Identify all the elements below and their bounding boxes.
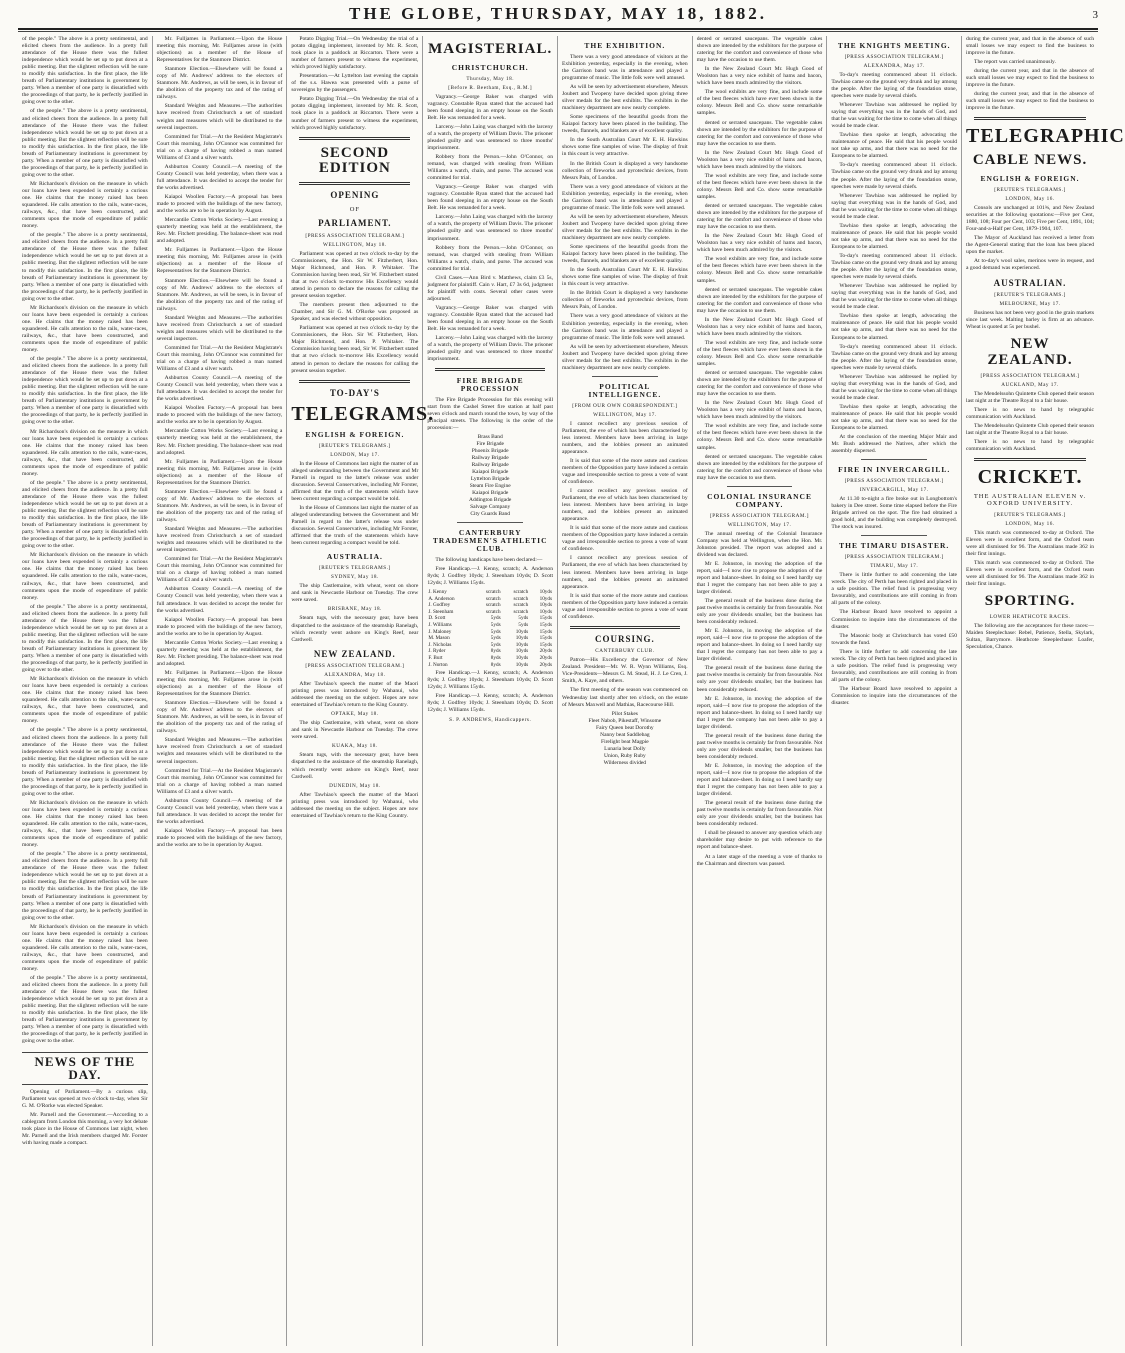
dateline: TIMARU, May 17. bbox=[870, 563, 919, 570]
section-rule bbox=[974, 458, 1086, 461]
news-item: Mercantile Cotton Works Society.—Last evening a quarterly meeting was held at the establishment, the Rev. Mr. Fitchett presiding. The balance-sheet was read and adopted. bbox=[156, 217, 283, 245]
english-foreign-heading: ENGLISH & FOREIGN. bbox=[305, 430, 405, 440]
article-text: of the people." The above is a pretty sentimental, and elicited cheers from the audience. In a pretty full attendance of the House there was the fullest independence which would be set up to put down at a public meeting. But the slightest reflection will be sure to modify this satisfaction. In the first place, the life breath of Parliamentary institutions is government by party. When a member of one party is dissatisfied with the proceedings of that party, he is perfectly justified in going over to the other. bbox=[22, 727, 148, 797]
article-text: The Mayor of Auckland has received a letter from the Agent-General stating that the loan has been placed upon the market. bbox=[966, 235, 1095, 256]
column-5 bbox=[558, 36, 693, 1346]
article-text: There is little further to add concerning the late wreck. The city of Perth has been righted and placed in a safe position. The relief fund is progressing very favourably, and contributions are still coming in from all parts of the colony. bbox=[831, 572, 958, 607]
section-rule bbox=[974, 117, 1086, 120]
cricket-heading: CRICKET. bbox=[977, 465, 1083, 488]
article-text: Steam tugs, with the necessary gear, have been dispatched to the assistance of the steamship Ranelagh, which recently went ashore on King's Reef, near Cardwell. bbox=[291, 752, 419, 780]
article-text: Mr Richardson's division on the measure in which our loans have been expended is certainly a curious one. He claims that the money raised has been squandered. He calls attention to the rails, water-races, railways, &c., that have been constructed, and comments upon the mode of expenditure of public money. bbox=[22, 552, 148, 601]
source-line: [REUTER'S TELEGRAMS.] bbox=[994, 187, 1066, 194]
article-text: Mr E. Johnston, in moving the adoption of the report, said—I now rise to propose the adoption of the report and balance-sheet. In doing so I need hardly say that I regret the company has not been able to pay a larger dividend. bbox=[696, 695, 823, 730]
news-item: Standard Weights and Measures.—The authorities have received from Christchurch a set of standard weights and measures which will be distributed to the several inspectors. bbox=[156, 314, 283, 342]
news-item: Kaiapoi Woollen Factory.—A proposal has been made to proceed with the buildings of the new factory, and the works are to be in operation by August. bbox=[156, 616, 283, 637]
source-line: [PRESS ASSOCIATION TELEGRAM.] bbox=[305, 663, 405, 670]
article-text: To-day's meeting commenced about 11 o'clock. Tawhiao came on the ground very drunk and lay among the people. After the laying of the foundation stone, speeches were made by several chiefs. bbox=[831, 71, 958, 100]
article-text: during the current year, and that in the absence of such small losses we may expect to find the business to improve in the future. bbox=[966, 91, 1095, 112]
article-text: of the people." The above is a pretty sentimental, and elicited cheers from the audience. In a pretty full attendance of the House there was the fullest independence which would be set up to put down at a public meeting. But the slightest reflection will be sure to modify this satisfaction. In the first place, the life breath of Parliamentary institutions is government by party. When a member of one party is dissatisfied with the proceedings of that party, he is perfectly justified in going over to the other. bbox=[22, 975, 148, 1045]
article-text: Tawhiao then spoke at length, advocating the maintenance of peace. He said that his people would not take up arms, and that there was no need for the Europeans to be alarmed. bbox=[831, 403, 958, 432]
article-text: during the current year, and that in the absence of such small losses we may expect to find the business to improve in the future. bbox=[966, 36, 1095, 57]
article-text: The following are the acceptances for these races:—Maiden Steeplechase: Rebel, Patience, Stella, Skylark, Sultan, Barrymore. Heathcote Steeplechase: Loafer, Speculation, Chance. bbox=[966, 622, 1095, 650]
magisterial-heading: MAGISTERIAL. bbox=[428, 41, 553, 57]
results-list bbox=[562, 711, 688, 767]
court-case: Vagrancy.—George Baker was charged with vagrancy. Constable Ryan stated that the accused had been found sleeping in an empty house on the South Belt. He was remanded for a week. bbox=[427, 93, 554, 121]
column-4 bbox=[423, 36, 558, 1346]
procession-item: Addington Brigade bbox=[469, 497, 512, 504]
fire-invercargill-heading: FIRE IN INVERCARGILL. bbox=[838, 465, 951, 475]
dateline: ALEXANDRA, May 18. bbox=[324, 672, 386, 679]
article-text: Whenever Tawhiao was addressed he replied by saying that everything was in the hands of God, and that he was waiting for the time to come when all things would be made clear. bbox=[831, 373, 958, 401]
article-text: of the people." The above is a pretty sentimental, and elicited cheers from the audience. In a pretty full attendance of the House there was the fullest independence which would be set up to put down at a public meeting. But the slightest reflection will be sure to modify this satisfaction. In the first place, the life breath of Parliamentary institutions is government by party. When a member of one party is dissatisfied with the proceedings of that party, he is perfectly justified in going over to the other. bbox=[22, 356, 148, 426]
procession-list bbox=[427, 434, 553, 518]
table-row: J. Kenny scratch scratch 10yds bbox=[428, 589, 553, 596]
column-1 bbox=[18, 36, 153, 1346]
news-item: Committed for Trial.—At the Resident Magistrate's Court this morning, John O'Connor was committed for trial on a charge of having robbed a man named Williams of £3 and a silver watch. bbox=[156, 556, 283, 584]
news-item: Mr. Fulljames in Parliament.—Upon the House meeting this morning, Mr. Fulljames arose in (with objections) as a member of the House of Representatives for the Stanmore District. bbox=[156, 247, 283, 275]
column-6 bbox=[693, 36, 828, 1346]
article-text: After Tawhiao's speech the matter of the Maori printing press was introduced by Wahanui, who addressed the meeting on the subject. Hopes are now entertained of Tawhiao's return to the King Country. bbox=[291, 681, 419, 709]
article-text: I cannot recollect any previous session of Parliament, the eve of which has been characterised by less interest. Members have been arriving in large numbers, and the lobbies present an animated appearance. bbox=[562, 555, 688, 590]
article-text: The first meeting of the season was commenced on Wednesday last shortly after ten o'clock, on the estate of Messrs Maxwell and Mathias, Racecourse Hill. bbox=[562, 687, 688, 708]
news-item: Committed for Trial.—At the Resident Magistrate's Court this morning, John O'Connor was committed for trial on a charge of having robbed a man named Williams of £3 and a silver watch. bbox=[156, 344, 283, 373]
timaru-disaster-heading: THE TIMARU DISASTER. bbox=[839, 541, 950, 551]
news-item: Stanmore Election.—Elsewhere will be found a copy of Mr. Andrews' address to the electors of Stanmore. Mr. Andrews, as will be seen, is in favour of the abolition of the property tax and of the rating of railways. bbox=[156, 488, 283, 523]
news-item: Opening of Parliament.—By a curious slip, Parliament was opened at two o'clock to-day, when Sir G. M. O'Rorke was elected Speaker. bbox=[22, 1088, 148, 1109]
article-text: As will be seen by advertisement elsewhere, Messrs Joubert and Twopeny have decided upon giving three silver medals for the best exhibits. The exhibits in the machinery department are now nearly complete. bbox=[562, 84, 688, 112]
article-text: In the House of Commons last night the matter of an alleged understanding between the Government and Mr Parnell in regard to the latter's release was under discussion. Several Conservatives, including Mr Forster, affirmed that the truth of the statements which have been current regarding a compact would be told. bbox=[291, 505, 419, 547]
political-intelligence-heading: POLITICAL INTELLIGENCE. bbox=[588, 381, 662, 399]
article-text: In the British Court is displayed a very handsome collection of fireworks and pyrotechnic devices, from Messrs Pain, of London. bbox=[562, 160, 688, 181]
result-item: Nanny beat Saddlebag bbox=[600, 731, 650, 738]
parliament-heading: PARLIAMENT. bbox=[318, 218, 392, 229]
article-text: Mr Richardson's division on the measure in which our loans have been expended is certainly a curious one. He claims that the money raised has been squandered. He calls attention to the rails, water-races, railways, &c., that have been constructed, and comments upon the mode of expenditure of public money. bbox=[22, 180, 148, 230]
races-subheading: LOWER HEATHCOTE RACES. bbox=[989, 613, 1071, 620]
table-row: J. Nicholas 5yds 10yds 15yds bbox=[428, 641, 553, 648]
news-item: Kaiapoi Woollen Factory.—A proposal has been made to proceed with the buildings of the new factory, and the works are to be in operation by August. bbox=[156, 827, 283, 849]
dateline: KUAKA, May 18. bbox=[332, 743, 378, 750]
article-text: of the people." The above is a pretty sentimental, and elicited cheers from the audience. In a pretty full attendance of the House there was the fullest independence which would be set up to put down at a public meeting. But the slightest reflection will be sure to modify this satisfaction. In the first place, the life breath of Parliamentary institutions is government by party. When a member of one party is dissatisfied with the proceedings of that party, he is perfectly justified in going over to the other. bbox=[22, 232, 148, 302]
news-item: Standard Weights and Measures.—The authorities have received from Christchurch a set of standard weights and measures which will be distributed to the several inspectors. bbox=[156, 526, 283, 554]
section-rule bbox=[299, 137, 410, 140]
article-text: To-day's meeting commenced about 11 o'clock. Tawhiao came on the ground very drunk and lay among the people. After the laying of the foundation stone, speeches were made by several chiefs. bbox=[831, 162, 958, 190]
article-text: of the people." The above is a pretty sentimental, and elicited cheers from the audience. In a pretty full attendance of the House there was the fullest independence which would be set up to put down at a public meeting. But the slightest reflection will be sure to modify this satisfaction. In the first place, the life breath of Parliamentary institutions is government by party. When a member of one party is dissatisfied with the proceedings of that party, he is perfectly justified in going over to the other. bbox=[22, 851, 148, 921]
article-text: As will be seen by advertisement elsewhere, Messrs Joubert and Twopeny have decided upon giving three silver medals for the best exhibits. The exhibits in the machinery department are now nearly complete. bbox=[562, 343, 688, 371]
court-case: Vagrancy.—George Baker was charged with vagrancy. Constable Ryan stated that the accused had been found sleeping in an empty house on the South Belt. He was remanded for a week. bbox=[427, 184, 554, 212]
news-item: Presentation.—At Lyttelton last evening the captain of the s.s. Hawea was presented with a purse of sovereigns by the passengers. bbox=[291, 73, 419, 94]
table-row: A. Anderson scratch scratch 10yds bbox=[428, 595, 553, 602]
article-text: Whenever Tawhiao was addressed he replied by saying that everything was in the hands of God, and that he was waiting for the time to come when all things would be made clear. bbox=[831, 102, 958, 130]
article-text: dented or serrated saucepans. The vegetable cakes shown are intended by the exhibitors for the purpose of catering for the comfort and convenience of those who may have the occasion to use them. bbox=[696, 36, 823, 64]
dateline: LONDON, May 16. bbox=[1005, 520, 1055, 527]
newspaper-title: THE GLOBE, THURSDAY, MAY 18, 1882. bbox=[349, 4, 767, 23]
christchurch-heading: CHRISTCHURCH. bbox=[451, 62, 529, 72]
english-foreign-heading: ENGLISH & FOREIGN. bbox=[980, 174, 1080, 184]
dateline: MELBOURNE, May 17. bbox=[999, 300, 1061, 307]
procession-item: Kaiapoi Brigade bbox=[472, 469, 509, 476]
article-text: After Tawhiao's speech the matter of the Maori printing press was introduced by Wahanui, who addressed the meeting on the subject. Hopes are now entertained of Tawhiao's return to the King Country. bbox=[291, 791, 419, 819]
of-heading: OF bbox=[349, 205, 360, 213]
article-text: There is no news to hand by telegraphic communication with Auckland. bbox=[966, 438, 1095, 452]
telegrams-heading: TELEGRAMS. bbox=[291, 403, 435, 426]
dateline: SYDNEY, May 18. bbox=[330, 574, 379, 581]
article-text: Patron—His Excellency the Governor of New Zealand. President—Mr. W. R. Wynn Williams, Esq. Vice-Presidents—Messrs G. M. Stead, H. J. Le Cren, J. Smith, A. Kaye, and others. bbox=[562, 657, 688, 685]
article-text: The Masonic body at Christchurch has voted £50 towards the fund. bbox=[831, 632, 958, 646]
source-line: [PRESS ASSOCIATION TELEGRAM.] bbox=[844, 478, 944, 485]
result-item: Firelight beat Magpie bbox=[601, 738, 649, 745]
newspaper-columns bbox=[18, 36, 1125, 1346]
dateline: BRISBANE, May 18. bbox=[327, 606, 382, 613]
article-text: Mr E. Johnston, in moving the adoption of the report, said—I now rise to propose the adoption of the report and balance-sheet. In doing so I need hardly say that I regret the company has not been able to pay a larger dividend. bbox=[696, 762, 823, 798]
article-text: dented or serrated saucepans. The vegetable cakes shown are intended by the exhibitors for the purpose of catering for the comfort and convenience of those who may have the occasion to use them. bbox=[696, 286, 823, 314]
article-text: Some specimens of the beautiful goods from the Kaiapoi factory have been placed in the building. The tweeds, flannels, and blankets are of excellent quality. bbox=[562, 114, 688, 135]
article-text: Whenever Tawhiao was addressed he replied by saying that everything was in the hands of God, and that he was waiting for the time to come when all things would be made clear. bbox=[831, 192, 958, 220]
article-text: Free Handicap.—J. Kenny, scratch; A. Anderson 8yds; J. Godfrey 10yds; J. Steenham 10yds; D. Scott 12yds; J. Williams 15yds. bbox=[427, 670, 554, 691]
section-rule bbox=[861, 459, 927, 460]
article-text: In the New Zealand Court Mr. Hugh Good of Woolston has a very nice exhibit of hams and bacon, which have been much admired by the visitors. bbox=[696, 400, 823, 421]
date-line: Thursday, May 18. bbox=[466, 75, 514, 82]
procession-item: Railway Brigade bbox=[471, 455, 509, 462]
news-item: Committed for Trial.—At the Resident Magistrate's Court this morning, John O'Connor was committed for trial on a charge of having robbed a man named Williams of £3 and a silver watch. bbox=[156, 767, 283, 795]
article-text: The general result of the business done during the past twelve months is certainly far from favourable. Not only are your dividends smaller, but the business has been considerably reduced. bbox=[696, 732, 823, 760]
source-line: [REUTER'S TELEGRAMS.] bbox=[994, 511, 1066, 518]
dateline: DUNEDIN, May 18. bbox=[329, 782, 381, 789]
article-text: At a later stage of the meeting a vote of thanks to the Chairman and directors was passed. bbox=[696, 853, 823, 867]
procession-item: Fire Brigade bbox=[476, 441, 504, 448]
dateline: LONDON, May 16. bbox=[1005, 196, 1055, 203]
section-rule bbox=[457, 522, 523, 523]
news-item: Kaiapoi Woollen Factory.—A proposal has been made to proceed with the buildings of the new factory, and the works are to be in operation by August. bbox=[156, 405, 283, 426]
article-text: The Harbour Board have resolved to appoint a Commission to inquire into the circumstances of the disaster. bbox=[831, 685, 958, 707]
news-item: Standard Weights and Measures.—The authorities have received from Christchurch a set of standard weights and measures which will be distributed to the several inspectors. bbox=[156, 737, 283, 765]
article-text: It is said that some of the more astute and cautious members of the Opposition party have induced a certain vague and irresponsible section to press a vote of want of confidence. bbox=[562, 592, 688, 620]
article-text: of the people." The above is a pretty sentimental, and elicited cheers from the audience. In a pretty full attendance of the House there was the fullest independence which would be set up to put down at a public meeting. But the slightest reflection will be sure to modify this satisfaction. In the first place, the life breath of Parliamentary institutions is government by party. When a member of one party is dissatisfied with the proceedings of that party, he is perfectly justified in going over to the other. bbox=[22, 603, 148, 674]
result-item: Union, Ruby Ruby bbox=[603, 752, 646, 759]
news-item: Ashburton County Council.—A meeting of the County Council was held yesterday, when there was a full attendance. It was decided to accept the tender for the works advertised. bbox=[156, 163, 283, 191]
table-row: J. Godfrey scratch scratch 10yds bbox=[428, 602, 553, 609]
court-case: Civil Cases.—Ann Bird v. Matthews, claim £3 5s, judgment for plaintiff. Cain v. Hart, £7 3s 6d, judgment for plaintiff with costs. Several other cases were adjourned. bbox=[427, 274, 554, 302]
news-item: Mr. Parnell and the Government.—According to a cablegram from London this morning, a very hot debate took place in the House of Commons last night, when Mr. Parnell and the Irish members charged Mr. Forster with having made a compact. bbox=[22, 1111, 148, 1147]
news-item: Stanmore Election.—Elsewhere will be found a copy of Mr. Andrews' address to the electors of Stanmore. Mr. Andrews, as will be seen, is in favour of the abolition of the property tax and of the rating of railways. bbox=[156, 66, 283, 101]
cable-news-heading: CABLE NEWS. bbox=[972, 152, 1088, 169]
article-text: In the South Australian Court Mr E. H. Hawkins shows some fine samples of wine. The display of fruit in this court is very attractive. bbox=[562, 137, 688, 158]
article-text: The general result of the business done during the past twelve months is certainly far from favourable. Not only are your dividends smaller, but the business has been considerably reduced. bbox=[696, 597, 823, 626]
column-7 bbox=[827, 36, 962, 1346]
source-line: [REUTER'S TELEGRAMS.] bbox=[319, 565, 391, 572]
masthead-rule bbox=[18, 31, 1098, 32]
section-rule bbox=[861, 535, 927, 536]
article-text: There was a very good attendance of visitors at the Exhibition yesterday, especially in the evening, when the Garrison band was in attendance and played a programme of music. The little folk were well amused. bbox=[562, 313, 688, 341]
court-case: Vagrancy.—George Baker was charged with vagrancy. Constable Ryan stated that the accused had been found sleeping in an empty house on the South Belt. He was remanded for a week. bbox=[427, 304, 554, 333]
source-line: [PRESS ASSOCIATION TELEGRAM.] bbox=[305, 232, 405, 239]
article-text: The wool exhibits are very fine, and include some of the best fleeces which have ever been shown in the colony. Messrs Bell and Co. show some remarkable samples. bbox=[696, 339, 823, 368]
column-2 bbox=[153, 36, 288, 1346]
article-text: In the New Zealand Court Mr. Hugh Good of Woolston has a very nice exhibit of hams and bacon, which have been much admired by the visitors. bbox=[696, 233, 823, 254]
article-text: dented or serrated saucepans. The vegetable cakes shown are intended by the exhibitors for the purpose of catering for the comfort and convenience of those who may have the occasion to use them. bbox=[696, 370, 823, 398]
article-text: To-day's meeting commenced about 11 o'clock. Tawhiao came on the ground very drunk and lay among the people. After the laying of the foundation stone, speeches were made by several chiefs. bbox=[831, 343, 958, 371]
article-text: There was a very good attendance of visitors at the Exhibition yesterday, especially in the evening, when the Garrison band was in attendance and played a programme of music. The little folk were well amused. bbox=[562, 53, 688, 82]
table-row: J. Maloney 5yds 10yds 15yds bbox=[428, 628, 553, 635]
exhibition-heading: THE EXHIBITION. bbox=[584, 41, 666, 50]
article-text: dented or serrated saucepans. The vegetable cakes shown are intended by the exhibitors for the purpose of catering for the comfort and convenience of those who may have the occasion to use them. bbox=[696, 203, 823, 231]
coursing-heading: COURSING. bbox=[594, 633, 655, 644]
article-text: Steam tugs, with the necessary gear, have been dispatched to the assistance of the steamship Ranelagh, which recently went ashore on King's Reef, near Cardwell. bbox=[291, 615, 419, 643]
signoff: S. P. ANDREWS, Handicappers. bbox=[449, 716, 532, 723]
article-text: Mr Richardson's division on the measure in which our loans have been expended is certainly a curious one. He claims that the money raised has been squandered. He calls attention to the rails, water-races, railways, &c., that have been constructed, and comments upon the mode of expenditure of public money. bbox=[22, 304, 148, 354]
article-text: This match was commenced to-day at Oxford. The Eleven were in excellent form, and the Oxford team were all dismissed for 96. The Australians made 362 in their first innings. bbox=[966, 559, 1095, 587]
article-text: The Mendelssohn Quintette Club opened their season last night at the Theatre Royal to a fair house. bbox=[966, 422, 1095, 436]
section-rule bbox=[570, 626, 680, 629]
page-number: 3 bbox=[1092, 9, 1098, 21]
knights-meeting-heading: THE KNIGHTS MEETING. bbox=[837, 41, 951, 50]
article-text: The ship Castlemaine, with wheat, went on shore and sank in Newcastle Harbour on Tuesday. The crew were saved. bbox=[291, 583, 419, 604]
opening-heading: OPENING bbox=[330, 190, 380, 201]
section-rule bbox=[727, 486, 793, 487]
procession-item: City Guards Band bbox=[470, 511, 511, 518]
procession-item: Lyttelton Brigade bbox=[470, 476, 510, 483]
news-item: Ashburton County Council.—A meeting of the County Council was held yesterday, when there was a full attendance. It was decided to accept the tender for the works advertised. bbox=[156, 797, 283, 825]
article-text: The ship Castlemaine, with wheat, went on shore and sank in Newcastle Harbour on Tuesday. The crew were saved. bbox=[291, 720, 419, 741]
table-row: J. Ryder 8yds 10yds 20yds bbox=[428, 648, 553, 655]
news-item: Mr. Fulljames in Parliament.—Upon the House meeting this morning, Mr. Fulljames arose in (with objections) as a member of the House of Representatives for the Stanmore District. bbox=[156, 669, 283, 698]
article-text: As will be seen by advertisement elsewhere, Messrs Joubert and Twopeny have decided upon giving three silver medals for the best exhibits. The exhibits in the machinery department are now nearly complete. bbox=[562, 213, 688, 241]
procession-item: Brass Band bbox=[477, 434, 503, 441]
table-row: J. Steenham scratch scratch 10yds bbox=[428, 608, 553, 615]
article-text: The following handicaps have been declared:— bbox=[435, 556, 543, 563]
article-text: Mr Richardson's division on the measure in which our loans have been expended is certainly a curious one. He claims that the money raised has been squandered. He calls attention to the rails, water-races, railways, &c., that have been constructed, and comments upon the mode of expenditure of public money. bbox=[22, 799, 148, 849]
article-text: The members present then adjourned to the Chamber, and Sir G. M. O'Rorke was proposed as Speaker, and was elected without opposition. bbox=[291, 302, 419, 323]
article-text: In the New Zealand Court Mr. Hugh Good of Woolston has a very nice exhibit of hams and bacon, which have been much admired by the visitors. bbox=[696, 66, 823, 87]
dateline: WELLINGTON, May 17. bbox=[727, 521, 792, 528]
table-row: D. Scott 5yds 5yds 15yds bbox=[428, 615, 553, 622]
article-text: The wool exhibits are very fine, and include some of the best fleeces which have ever been shown in the colony. Messrs Bell and Co. show some remarkable samples. bbox=[696, 423, 823, 451]
court-case: Larceny.—John Laing was charged with the larceny of a watch, the property of William Davis. The prisoner pleaded guilty and was sentenced to three months' imprisonment. bbox=[427, 214, 554, 242]
source-line: [PRESS ASSOCIATION TELEGRAM.] bbox=[844, 554, 944, 561]
club-subheading: CANTERBURY CLUB. bbox=[595, 648, 655, 655]
sporting-heading: SPORTING. bbox=[984, 592, 1076, 609]
colonial-insurance-heading: COLONIAL INSURANCE COMPANY. bbox=[707, 491, 812, 509]
source-line: [FROM OUR OWN CORRESPONDENT.] bbox=[572, 402, 678, 409]
procession-item: Railway Brigade bbox=[471, 462, 509, 469]
second-edition-heading: SECOND EDITION bbox=[318, 144, 391, 177]
court-case: Robbery from the Person.—John O'Connor, on remand, was charged with stealing from William Williams a watch, chain, and purse. The accused was committed for trial. bbox=[427, 154, 554, 182]
news-item: Committed for Trial.—At the Resident Magistrate's Court this morning, John O'Connor was committed for trial on a charge of having robbed a man named Williams of £3 and a silver watch. bbox=[156, 133, 283, 161]
dateline: INVERCARGILL, May 17. bbox=[859, 487, 929, 494]
article-text: dented or serrated saucepans. The vegetable cakes shown are intended by the exhibitors for the purpose of catering for the comfort and convenience of those who may have the occasion to use them. bbox=[696, 453, 823, 481]
article-text: There was a very good attendance of visitors at the Exhibition yesterday, especially in the evening, when the Garrison band was in attendance and played a programme of music. The little folk were well amused. bbox=[562, 183, 688, 211]
result-item: Lunaria beat Dolly bbox=[604, 745, 646, 752]
new-zealand-heading: NEW ZEALAND. bbox=[313, 648, 396, 659]
result-item: Wilderness divided bbox=[603, 759, 647, 766]
article-text: Consols are unchanged at 101¾, and New Zealand securities at the following quotations:—Five per Cent, 1880, 108; Four per Cent, 103; Five per Cent, 1891, 104; Four-and-a-Half per Cent, 1879-1904, 107. bbox=[966, 205, 1095, 233]
source-line: [PRESS ASSOCIATION TELEGRAM.] bbox=[710, 512, 810, 519]
fire-brigade-heading: FIRE BRIGADE PROCESSION bbox=[456, 376, 524, 394]
article-text: I cannot recollect any previous session of Parliament, the eve of which has been characterised by less interest. Members have been arriving in large numbers, and the lobbies present an animated appearance. bbox=[562, 420, 688, 455]
article-text: I shall be pleased to answer any question which any shareholder may desire to put with reference to the report and balance-sheet. bbox=[696, 830, 823, 851]
article-text: It is said that some of the more astute and cautious members of the Opposition party have induced a certain vague and irresponsible section to press a vote of want of confidence. bbox=[562, 525, 688, 553]
article-text: of the people." The above is a pretty sentimental, and elicited cheers from the audience. In a pretty full attendance of the House there was the fullest independence which would be set up to put down at a public meeting. But the slightest reflection will be sure to modify this satisfaction. In the first place, the life breath of Parliamentary institutions is government by party. When a member of one party is dissatisfied with the proceedings of that party, he is perfectly justified in going over to the other. bbox=[22, 108, 148, 178]
article-text: There is little further to add concerning the late wreck. The city of Perth has been righted and placed in a safe position. The relief fund is progressing very favourably, and contributions are still coming in from all parts of the colony. bbox=[831, 648, 958, 683]
section-rule bbox=[435, 368, 545, 371]
australia-heading: AUSTRALIA. bbox=[326, 552, 383, 562]
procession-item: Salvage Company bbox=[470, 504, 511, 511]
article-text: The general result of the business done during the past twelve months is certainly far from favourable. Not only are your dividends smaller, but the business has been considerably reduced. bbox=[696, 665, 823, 693]
dateline: WELLINGTON, May 17. bbox=[593, 411, 657, 418]
dateline: AUCKLAND, May 17. bbox=[1001, 381, 1059, 388]
news-item: Mr. Fulljames in Parliament.—Upon the House meeting this morning, Mr. Fulljames arose in (with objections) as a member of the House of Representatives for the Stanmore District. bbox=[156, 36, 283, 64]
article-text: The Fire Brigade Procession for this evening will start from the Cashel Street fire station at half past seven o'clock and march round the town, by way of the principal streets. The following is the order of the procession:— bbox=[427, 397, 554, 432]
masthead bbox=[18, 2, 1098, 30]
news-item: Ashburton County Council.—A meeting of the County Council was held yesterday, when there was a full attendance. It was decided to accept the tender for the works advertised. bbox=[156, 586, 283, 614]
article-text: Parliament was opened at two o'clock to-day by the Commissioners, the Hon. Sir W. Fitzherbert, Hon. Major Richmond, and Hon. P. Whitaker. The Commission having been read, Sir W. Fitzherbert stated that at two o'clock to-morrow His Excellency would attend in person to declare the reasons for calling the present session together. bbox=[291, 325, 419, 374]
result-item: Pilot Stakes bbox=[611, 710, 638, 717]
article-text: Tawhiao then spoke at length, advocating the maintenance of peace. He said that his people would not take up arms, and that there was no need for the Europeans to be alarmed. bbox=[831, 313, 958, 341]
article-text: This match was commenced to-day at Oxford. The Eleven were in excellent form, and the Oxford team were all dismissed for 96. The Australians made 362 in their first innings. bbox=[966, 529, 1095, 557]
todays-heading: TO-DAY'S bbox=[329, 387, 380, 398]
court-case: Larceny.—John Laing was charged with the larceny of a watch, the property of William Davis. The prisoner pleaded guilty and was sentenced to three months' imprisonment. bbox=[427, 335, 554, 363]
news-item: Stanmore Election.—Elsewhere will be found a copy of Mr. Andrews' address to the electors of Stanmore. Mr. Andrews, as will be seen, is in favour of the abolition of the property tax and of the rating of railways. bbox=[156, 277, 283, 312]
section-rule bbox=[592, 376, 658, 377]
news-item: Mr. Fulljames in Parliament.—Upon the House meeting this morning, Mr. Fulljames arose in (with objections) as a member of the House of Representatives for the Stanmore District. bbox=[156, 458, 283, 486]
result-item: Fairy Queen beat Dorothy bbox=[596, 724, 654, 731]
article-text: The report was carried unanimously. bbox=[974, 59, 1056, 66]
article-text: Mr E. Johnston, in moving the adoption of the report, said—I now rise to propose the adoption of the report and balance-sheet. In doing so I need hardly say that I regret the company has not been able to pay a larger dividend. bbox=[696, 628, 823, 663]
news-item: Potato Digging Trial.—On Wednesday the trial of a potato digging implement, invented by Mr. R. Scott, took place in a paddock at Riccarton. There were a number of farmers present to witness the experiment, which proved highly satisfactory. bbox=[291, 96, 419, 131]
column-3 bbox=[287, 36, 435, 1346]
article-text: Mr Richardson's division on the measure in which our loans have been expended is certainly a curious one. He claims that the money raised has been squandered. He calls attention to the rails, water-races, railways, &c., that have been constructed, and comments upon the mode of expenditure of public money. bbox=[22, 428, 148, 477]
cricket-subheading: THE AUSTRALIAN ELEVEN v. OXFORD UNIVERSITY. bbox=[973, 492, 1087, 507]
court-case: Larceny.—John Laing was charged with the larceny of a watch, the property of William Davis. The prisoner pleaded guilty and was sentenced to three months' imprisonment. bbox=[427, 123, 554, 151]
article-text: The wool exhibits are very fine, and include some of the best fleeces which have ever been shown in the colony. Messrs Bell and Co. show some remarkable samples. bbox=[696, 172, 823, 200]
article-text: dented or serrated saucepans. The vegetable cakes shown are intended by the exhibitors for the purpose of catering for the comfort and convenience of those who may have the occasion to use them. bbox=[696, 119, 823, 147]
dateline: OPTAKE, May 18. bbox=[331, 711, 379, 718]
source-line: [PRESS ASSOCIATION TELEGRAM.] bbox=[844, 53, 944, 60]
procession-item: Steam Fire Engine bbox=[469, 483, 511, 490]
article-text: There is no news to hand by telegraphic communication with Auckland. bbox=[966, 406, 1095, 420]
athletic-club-heading: CANTERBURY TRADESMEN'S ATHLETIC CLUB. bbox=[432, 528, 548, 554]
handicap-table bbox=[427, 589, 553, 668]
procession-item: Phoenix Brigade bbox=[471, 448, 509, 455]
article-text: of the people." The above is a pretty sentimental, and elicited cheers from the audience. In a pretty full attendance of the House there was the fullest independence which would be set up to put down at a public meeting. But the slightest reflection will be sure to modify this satisfaction. In the first place, the life breath of Parliamentary institutions is government by party. When a member of one party is dissatisfied with the proceedings of that party, he is perfectly justified in going over to the other. bbox=[22, 36, 148, 106]
table-row: F. Burt 8yds 10yds 20yds bbox=[428, 655, 553, 662]
dateline: LONDON, May 17. bbox=[330, 451, 380, 458]
court-case: Robbery from the Person.—John O'Connor, on remand, was charged with stealing from William Williams a watch, chain, and purse. The accused was committed for trial. bbox=[427, 244, 554, 272]
procession-item: Kaiapoi Brigade bbox=[472, 490, 509, 497]
article-text: At to-day's wool sales, merinos were in request, and a good demand was experienced. bbox=[966, 258, 1095, 272]
article-text: of the people." The above is a pretty sentimental, and elicited cheers from the audience. In a pretty full attendance of the House there was the fullest independence which would be set up to put down at a public meeting. But the slightest reflection will be sure to modify this satisfaction. In the first place, the life breath of Parliamentary institutions is government by party. When a member of one party is dissatisfied with the proceedings of that party, he is perfectly justified in going over to the other. bbox=[22, 479, 148, 550]
article-text: Some specimens of the beautiful goods from the Kaiapoi factory have been placed in the building. The tweeds, flannels, and blankets are of excellent quality. bbox=[562, 244, 688, 265]
article-text: Tawhiao then spoke at length, advocating the maintenance of peace. He said that his people would not take up arms, and that there was no need for the Europeans to be alarmed. bbox=[831, 222, 958, 250]
article-text: The wool exhibits are very fine, and include some of the best fleeces which have ever been shown in the colony. Messrs Bell and Co. show some remarkable samples. bbox=[696, 89, 823, 117]
result-item: Fleet Nabob, Pikestaff, Winsome bbox=[588, 717, 662, 724]
bench-line: [Before R. Beetham, Esq., R.M.] bbox=[448, 84, 533, 91]
article-text: Mr Richardson's division on the measure in which our loans have been expended is certainly a curious one. He claims that the money raised has been squandered. He calls attention to the rails, water-races, railways, &c., that have been constructed, and comments upon the mode of expenditure of public money. bbox=[22, 923, 148, 972]
article-text: The general result of the business done during the past twelve months is certainly far from favourable. Not only are your dividends smaller, but the business has been considerably reduced. bbox=[696, 800, 823, 828]
news-item: Standard Weights and Measures.—The authorities have received from Christchurch a set of standard weights and measures which will be distributed to the several inspectors. bbox=[156, 103, 283, 131]
article-text: Whenever Tawhiao was addressed he replied by saying that everything was in the hands of God, and that he was waiting for the time to come when all things would be made clear. bbox=[831, 283, 958, 311]
article-text: The Harbour Board have resolved to appoint a Commission to inquire into the circumstances of the disaster. bbox=[831, 609, 958, 630]
table-row: M. Mason 5yds 10yds 15yds bbox=[428, 635, 553, 642]
article-text: Mr E. Johnston, in moving the adoption of the report, said—I now rise to propose the adoption of the report and balance-sheet. In doing so I need hardly say that I regret the company has not been able to pay a larger dividend. bbox=[696, 560, 823, 595]
source-line: [REUTER'S TELEGRAMS.] bbox=[319, 442, 391, 449]
section-rule bbox=[299, 182, 410, 185]
australian-heading: AUSTRALIAN. bbox=[993, 277, 1067, 288]
section-rule bbox=[299, 380, 410, 383]
article-text: The Mendelssohn Quintette Club opened their season last night at the Theatre Royal to a fair house. bbox=[966, 390, 1095, 404]
article-text: In the House of Commons last night the matter of an alleged understanding between the Government and Mr Parnell in regard to the latter's release was under discussion. Several Conservatives, including Mr Forster, affirmed that the truth of the statements which have been current regarding a compact would be told. bbox=[291, 460, 419, 503]
article-text: during the current year, and that in the absence of such small losses we may expect to find the business to improve in the future. bbox=[966, 68, 1095, 89]
article-text: The annual meeting of the Colonial Insurance Company was held at Wellington, when the Hon. Mr. Johnston presided. The report was adopted and a dividend was declared. bbox=[696, 530, 823, 558]
telegraphic-heading: TELEGRAPHIC bbox=[966, 125, 1125, 148]
article-text: Business has not been very good in the grain markets since last week. Malting barley is firm at an advance. Wheat is quoted at 5s per bushel. bbox=[966, 309, 1095, 331]
article-text: In the New Zealand Court Mr. Hugh Good of Woolston has a very nice exhibit of hams and bacon, which have been much admired by the visitors. bbox=[696, 316, 823, 337]
dateline: WELLINGTON, May 18. bbox=[323, 241, 387, 248]
news-item: Mercantile Cotton Works Society.—Last evening a quarterly meeting was held at the establishment, the Rev. Mr. Fitchett presiding. The balance-sheet was read and adopted. bbox=[156, 428, 283, 456]
source-line: [REUTER'S TELEGRAMS.] bbox=[994, 291, 1066, 298]
article-text: In the British Court is displayed a very handsome collection of fireworks and pyrotechnic devices, from Messrs Pain, of London. bbox=[562, 290, 688, 311]
news-item: Mercantile Cotton Works Society.—Last evening a quarterly meeting was held at the establishment, the Rev. Mr. Fitchett presiding. The balance-sheet was read and adopted. bbox=[156, 639, 283, 667]
news-item: Ashburton County Council.—A meeting of the County Council was held yesterday, when there was a full attendance. It was decided to accept the tender for the works advertised. bbox=[156, 375, 283, 403]
article-text: The wool exhibits are very fine, and include some of the best fleeces which have ever been shown in the colony. Messrs Bell and Co. show some remarkable samples. bbox=[696, 256, 823, 284]
column-8 bbox=[962, 36, 1125, 1346]
article-text: Parliament was opened at two o'clock to-day by the Commissioners, the Hon. Sir W. Fitzherbert, Hon. Major Richmond, and Hon. P. Whitaker. The Commission having been read, Sir W. Fitzherbert stated that at two o'clock to-morrow His Excellency would attend in person to declare the reasons for calling the present session together. bbox=[291, 250, 419, 300]
article-text: Tawhiao then spoke at length, advocating the maintenance of peace. He said that his people would not take up arms, and that there was no need for the Europeans to be alarmed. bbox=[831, 132, 958, 160]
article-text: Mr Richardson's division on the measure in which our loans have been expended is certainly a curious one. He claims that the money raised has been squandered. He calls attention to the rails, water-races, railways, &c., that have been constructed, and comments upon the mode of expenditure of public money. bbox=[22, 676, 148, 725]
table-row: J. Williams 5yds 5yds 15yds bbox=[428, 622, 553, 629]
article-text: To-day's meeting commenced about 11 o'clock. Tawhiao came on the ground very drunk and lay among the people. After the laying of the foundation stone, speeches were made by several chiefs. bbox=[831, 253, 958, 281]
news-item: Stanmore Election.—Elsewhere will be found a copy of Mr. Andrews' address to the electors of Stanmore. Mr. Andrews, as will be seen, is in favour of the abolition of the property tax and of the rating of railways. bbox=[156, 700, 283, 735]
article-text: Free Handicap.—J. Kenny, scratch; A. Anderson 8yds; J. Godfrey 10yds; J. Steenham 10yds; D. Scott 12yds; J. Williams 15yds. bbox=[427, 565, 554, 587]
news-item: Potato Digging Trial.—On Wednesday the trial of a potato digging implement, invented by Mr. R. Scott, took place in a paddock at Riccarton. There were a number of farmers present to witness the experiment, which proved highly satisfactory. bbox=[291, 36, 419, 71]
dateline: ALEXANDRA, May 17. bbox=[863, 62, 925, 69]
news-item: Kaiapoi Woollen Factory.—A proposal has been made to proceed with the buildings of the new factory, and the works are to be in operation by August. bbox=[156, 193, 283, 215]
new-zealand-heading: NEW ZEALAND. bbox=[987, 336, 1073, 368]
article-text: At the conclusion of the meeting Major Mair and Mr. Bush addressed the Natives, after which the assembly dispersed. bbox=[831, 434, 958, 455]
table-row: J. Norton 8yds 10yds 20yds bbox=[428, 661, 553, 668]
news-of-the-day-heading: NEWS OF THE DAY. bbox=[22, 1052, 148, 1085]
source-line: [PRESS ASSOCIATION TELEGRAM.] bbox=[980, 372, 1080, 379]
article-text: It is said that some of the more astute and cautious members of the Opposition party have induced a certain vague and irresponsible section to press a vote of want of confidence. bbox=[562, 457, 688, 485]
article-text: In the South Australian Court Mr E. H. Hawkins shows some fine samples of wine. The display of fruit in this court is very attractive. bbox=[562, 267, 688, 288]
article-text: In the New Zealand Court Mr. Hugh Good of Woolston has a very nice exhibit of hams and bacon, which have been much admired by the visitors. bbox=[696, 149, 823, 170]
article-text: I cannot recollect any previous session of Parliament, the eve of which has been characterised by less interest. Members have been arriving in large numbers, and the lobbies present an animated appearance. bbox=[562, 488, 688, 523]
article-text: At 11.30 to-night a fire broke out in Longbottom's bakery in Dee street. Some time elapsed before the Fire Brigade arrived on the spot. The fire had obtained a good hold, and the building was completely destroyed. The stock was insured. bbox=[831, 496, 958, 531]
article-text: Free Handicap.—J. Kenny, scratch; A. Anderson 8yds; J. Godfrey 10yds; J. Steenham 10yds; D. Scott 12yds; J. Williams 15yds. bbox=[427, 693, 554, 714]
